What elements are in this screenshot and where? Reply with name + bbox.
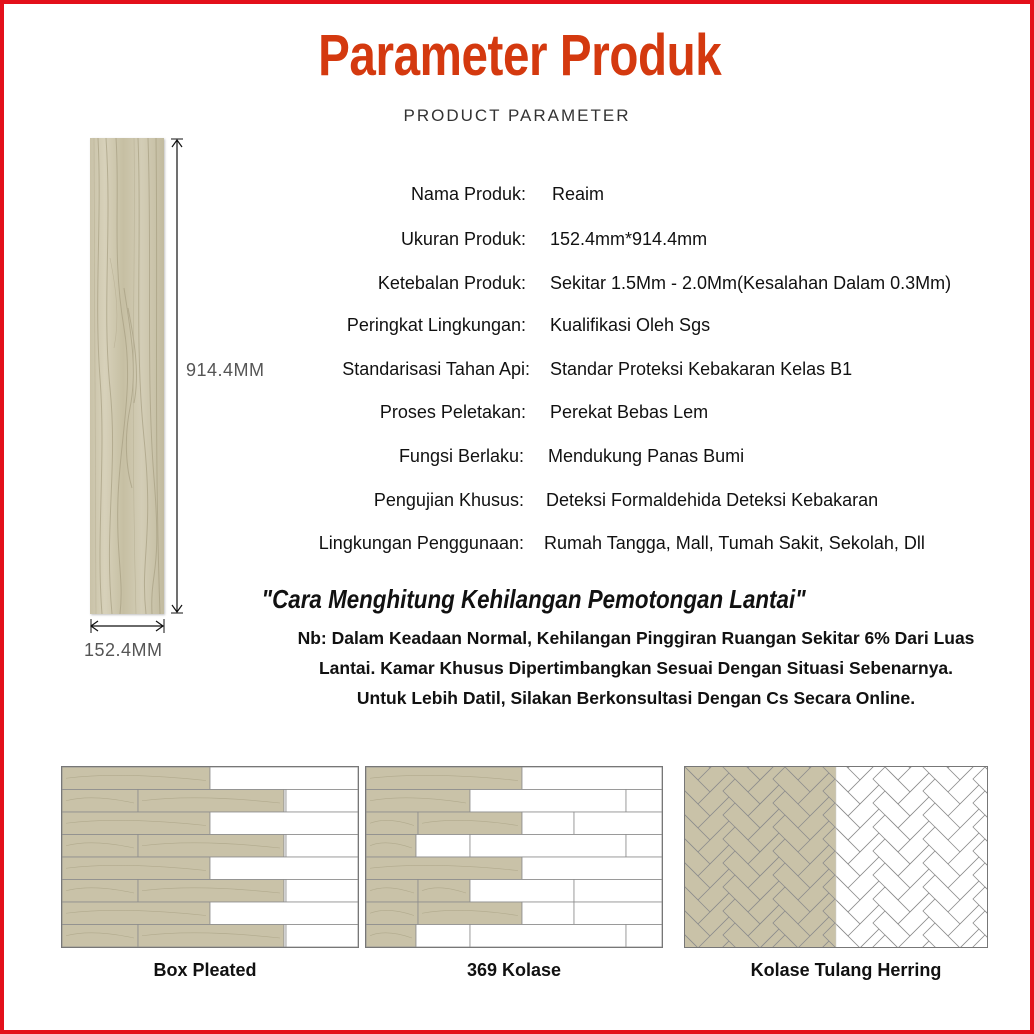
wood-plank [62,767,210,790]
white-plank [574,902,662,925]
spec-label: Lingkungan Penggunaan: [318,533,524,553]
note-line: Nb: Dalam Keadaan Normal, Kehilangan Pinggiran Ruangan Sekitar 6% Dari Luas [297,628,975,648]
wood-plank [366,835,416,858]
note-line: Lantai. Kamar Khusus Dipertimbangkan Sesuai Dengan Situasi Sebenarnya. [318,658,954,678]
width-dimension-arrow [90,618,170,634]
spec-row-standarisasi-tahan-api [0,359,1034,385]
wood-plank [138,925,284,948]
white-plank [210,857,358,880]
white-plank [210,812,358,835]
herringbone-layout [685,767,987,947]
plank-length-label: 914.4MM [186,360,265,380]
wood-plank [62,812,210,835]
wood-plank [418,880,470,903]
spec-label: Ketebalan Produk: [377,273,526,293]
spec-value: 152.4mm*914.4mm [550,229,708,249]
page-title: Parameter Produk [318,23,722,88]
spec-label: Proses Peletakan: [379,402,526,422]
wood-plank [366,902,418,925]
wood-plank [366,925,416,948]
wood-plank [62,880,138,903]
spec-label: Standarisasi Tahan Api: [342,359,530,379]
box-pleated-layout [62,767,358,947]
pattern-herringbone-image [684,766,988,948]
white-plank [470,835,626,858]
spec-row-pengujian-khusus [0,490,1034,516]
white-plank [286,790,358,813]
spec-value: Kualifikasi Oleh Sgs [550,315,711,335]
white-plank [470,880,574,903]
white-plank [574,880,662,903]
wood-plank [138,835,284,858]
page-subtitle-text: PRODUCT PARAMETER [403,106,631,125]
wood-plank [418,812,522,835]
wood-plank [62,835,138,858]
spec-row-fungsi-berlaku [0,446,1034,472]
spec-label: Pengujian Khusus: [373,490,524,510]
spec-value: Rumah Tangga, Mall, Tumah Sakit, Sekolah, Dll [544,533,925,553]
spec-row-ketebalan-produk [0,273,1034,299]
spec-value: Reaim [552,184,605,204]
pattern-369-kolase-image [365,766,663,948]
white-plank [470,925,626,948]
spec-value: Mendukung Panas Bumi [548,446,745,466]
white-plank [416,835,470,858]
caption-369-kolase: 369 Kolase [466,960,562,980]
white-plank [416,925,470,948]
spec-row-ukuran-produk [0,229,1034,255]
white-plank [286,835,358,858]
white-plank [626,790,662,813]
white-plank [626,925,662,948]
note-line: Untuk Lebih Datil, Silakan Berkonsultasi Dengan Cs Secara Online. [356,688,916,708]
wood-plank [366,880,418,903]
plank-width-label: 152.4MM [84,640,163,660]
white-plank [286,925,358,948]
pattern-box-pleated-image [61,766,359,948]
wood-plank [138,790,284,813]
white-plank [522,902,574,925]
wood-plank [138,880,284,903]
page-subtitle [0,106,1034,126]
cutting-loss-heading: "Cara Menghitung Kehilangan Pemotongan Lantai" [261,584,806,614]
caption-kolase-tulang-herring: Kolase Tulang Herring [750,960,942,980]
spec-value: Sekitar 1.5Mm - 2.0Mm(Kesalahan Dalam 0.3Mm) [550,273,952,293]
white-plank [210,902,358,925]
white-plank [626,835,662,858]
spec-row-proses-peletakan [0,402,1034,428]
white-plank [522,812,574,835]
wood-plank [62,902,210,925]
white-plank [522,767,662,790]
spec-row-lingkungan-penggunaan [0,533,1034,559]
wood-plank [366,767,522,790]
spec-row-peringkat-lingkungan [0,315,1034,341]
spec-label: Nama Produk: [410,184,526,204]
white-plank [470,790,626,813]
spec-row-nama-produk [0,184,1034,210]
white-plank [286,880,358,903]
spec-label: Ukuran Produk: [400,229,526,249]
spec-value: Perekat Bebas Lem [550,402,709,422]
wood-plank [366,857,522,880]
white-plank [210,767,358,790]
spec-value: Standar Proteksi Kebakaran Kelas B1 [550,359,853,379]
spec-label: Fungsi Berlaku: [398,446,524,466]
wood-plank [366,790,470,813]
white-plank [522,857,662,880]
wood-plank [62,857,210,880]
kolase-369-layout [366,767,662,947]
wood-plank [366,812,418,835]
spec-label: Peringkat Lingkungan: [346,315,526,335]
wood-plank [62,925,138,948]
caption-box-pleated: Box Pleated [153,960,257,980]
wood-plank [62,790,138,813]
spec-value: Deteksi Formaldehida Deteksi Kebakaran [546,490,879,510]
white-plank [574,812,662,835]
wood-plank [418,902,522,925]
